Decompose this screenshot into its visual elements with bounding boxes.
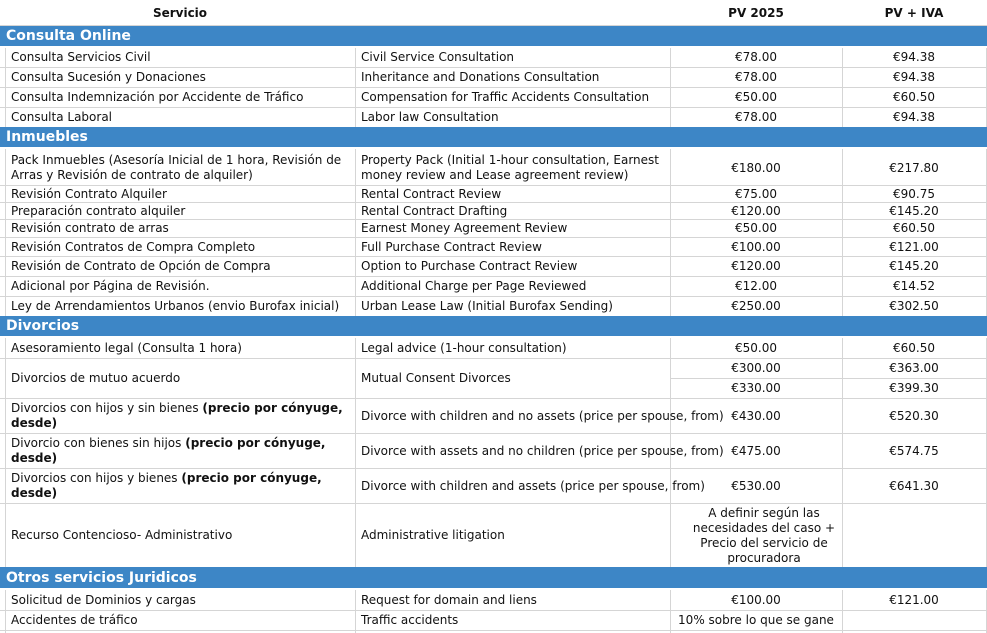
table-cell-pv: €100.00	[731, 593, 781, 607]
table-cell-pv: €78.00	[735, 50, 777, 64]
table-cell-pv: €100.00	[731, 239, 781, 254]
table-cell-servicio: Revisión de Contrato de Opción de Compra	[11, 259, 271, 273]
table-cell-service-en: Additional Charge per Page Reviewed	[361, 279, 587, 293]
table-cell-pv: €180.00	[731, 160, 781, 175]
table-cell-iva: €60.50	[893, 221, 935, 235]
table-cell-service-en: Divorce with assets and no children (price per spouse, from)	[361, 443, 724, 458]
table-cell-service-en: Divorce with children and no assets (price per spouse, from)	[361, 408, 724, 423]
table-cell-servicio: Consulta Servicios Civil	[11, 50, 151, 64]
section-header-inmuebles	[0, 127, 987, 149]
table-cell-iva: €60.50	[893, 90, 935, 104]
table-cell-iva: €574.75	[889, 443, 939, 458]
table-cell-pv: €530.00	[731, 478, 781, 493]
table-cell-pv: €12.00	[735, 279, 777, 293]
section-title: Inmuebles	[6, 129, 88, 145]
table-cell-iva	[842, 504, 986, 567]
table-cell-pv: A definir según las necesidades del caso + Precio del servicio de procuradora	[692, 505, 836, 565]
table-cell-pv: €300.00	[731, 361, 781, 375]
table-cell-pv: €50.00	[735, 221, 777, 235]
table-cell-service-en: Compensation for Traffic Accidents Consultation	[361, 90, 650, 104]
price-note: (precio por cónyuge, desde)	[11, 436, 326, 465]
table-cell-servicio: Consulta Indemnización por Accidente de Tráfico	[11, 90, 304, 104]
table-cell-pv: €475.00	[731, 443, 781, 458]
table-cell-servicio: Preparación contrato alquiler	[11, 203, 186, 218]
section-header-consulta-online	[0, 26, 987, 48]
table-cell-service-en: Option to Purchase Contract Review	[361, 259, 578, 273]
header-pv-2025: PV 2025	[728, 5, 784, 20]
table-cell-servicio: Adicional por Página de Revisión.	[11, 279, 210, 293]
table-cell-service-en: Divorce with children and assets (price per spouse, from)	[361, 478, 705, 493]
table-cell-iva: €363.00	[889, 361, 939, 375]
table-cell-service-en: Urban Lease Law (Initial Burofax Sending)	[361, 299, 613, 313]
table-cell-servicio: Recurso Contencioso- Administrativo	[11, 528, 233, 542]
table-cell-iva: €399.30	[889, 381, 939, 395]
table-cell-service-en: Request for domain and liens	[361, 593, 537, 607]
table-cell-service-en: Property Pack (Initial 1-hour consultation, Earnest money review and Lease agreement review)	[361, 153, 659, 182]
table-cell-service-en: Labor law Consultation	[361, 110, 499, 124]
table-cell-service-en: Rental Contract Drafting	[361, 203, 508, 218]
table-cell-servicio: Ley de Arrendamientos Urbanos (envio Burofax inicial)	[11, 299, 340, 313]
table-cell-iva: €60.50	[893, 341, 935, 355]
table-cell-service-en: Traffic accidents	[361, 613, 459, 627]
section-title: Divorcios	[6, 318, 80, 334]
table-cell-pv: €430.00	[731, 408, 781, 423]
table-cell-iva: €90.75	[893, 186, 935, 201]
table-cell-pv: €120.00	[731, 203, 781, 218]
table-cell-pv: €50.00	[735, 90, 777, 104]
table-cell-servicio: Accidentes de tráfico	[11, 613, 138, 627]
price-note: (precio por cónyuge, desde)	[11, 471, 322, 500]
service-name: Divorcios con hijos y sin bienes	[11, 401, 203, 415]
table-cell-iva: €94.38	[893, 50, 935, 64]
section-title: Consulta Online	[6, 28, 131, 44]
table-cell-servicio: Pack Inmuebles (Asesoría Inicial de 1 hora, Revisión de Arras y Revisión de contrato de alquiler)	[11, 153, 342, 182]
table-cell-pv: €75.00	[735, 186, 777, 201]
table-cell-iva: €145.20	[889, 203, 939, 218]
table-cell-service-en: Rental Contract Review	[361, 186, 502, 201]
price-note: (precio por cónyuge, desde)	[11, 401, 343, 430]
table-cell-servicio	[5, 469, 365, 503]
table-cell-servicio: Revisión Contrato Alquiler	[11, 186, 167, 201]
table-cell-service-en: Earnest Money Agreement Review	[361, 221, 568, 235]
table-cell-service-en: Mutual Consent Divorces	[361, 371, 511, 385]
table-cell-iva: €94.38	[893, 70, 935, 84]
table-cell-service-en: Legal advice (1-hour consultation)	[361, 341, 567, 355]
table-cell-servicio: Revisión Contratos de Compra Completo	[11, 239, 256, 254]
table-cell-servicio	[5, 399, 365, 433]
table-cell-pv: €78.00	[735, 110, 777, 124]
service-name: Divorcios con hijos y bienes	[11, 471, 182, 485]
table-cell-servicio	[5, 434, 365, 468]
table-cell-iva: €641.30	[889, 478, 939, 493]
table-cell-iva: €145.20	[889, 259, 939, 273]
table-cell-pv: €330.00	[731, 381, 781, 395]
table-cell-servicio: Solicitud de Dominios y cargas	[11, 593, 196, 607]
header-servicio: Servicio	[152, 5, 208, 20]
table-cell-iva: €217.80	[889, 160, 939, 175]
header-pv-iva: PV + IVA	[884, 5, 944, 20]
table-cell-service-en: Full Purchase Contract Review	[361, 239, 542, 254]
table-cell-service-en: Civil Service Consultation	[361, 50, 515, 64]
table-cell-servicio: Asesoramiento legal (Consulta 1 hora)	[11, 341, 242, 355]
table-cell-service-en: Administrative litigation	[361, 528, 505, 542]
table-header	[0, 0, 987, 26]
table-cell-pv: €78.00	[735, 70, 777, 84]
table-cell-iva: €121.00	[889, 239, 939, 254]
table-cell-servicio: Consulta Laboral	[11, 110, 113, 124]
table-cell-iva: €121.00	[889, 593, 939, 607]
table-cell-pv: 10% sobre lo que se gane	[678, 613, 834, 627]
table-cell-iva: €302.50	[889, 299, 939, 313]
table-cell-iva: €94.38	[893, 110, 935, 124]
table-cell-service-en: Inheritance and Donations Consultation	[361, 70, 600, 84]
section-header-otros-servicios	[0, 567, 987, 590]
section-title: Otros servicios Juridicos	[6, 570, 197, 586]
table-cell-pv: €250.00	[731, 299, 781, 313]
section-header-divorcios	[0, 316, 987, 338]
table-cell-servicio: Consulta Sucesión y Donaciones	[11, 70, 206, 84]
table-cell-iva	[842, 611, 986, 630]
table-cell-pv: €50.00	[735, 341, 777, 355]
table-cell-iva: €14.52	[893, 279, 935, 293]
service-name: Divorcio con bienes sin hijos	[11, 436, 186, 450]
table-cell-pv: €120.00	[731, 259, 781, 273]
table-cell-servicio: Divorcios de mutuo acuerdo	[11, 371, 181, 385]
table-cell-servicio: Revisión contrato de arras	[11, 221, 169, 235]
grid-line	[0, 630, 987, 631]
table-cell-iva: €520.30	[889, 408, 939, 423]
